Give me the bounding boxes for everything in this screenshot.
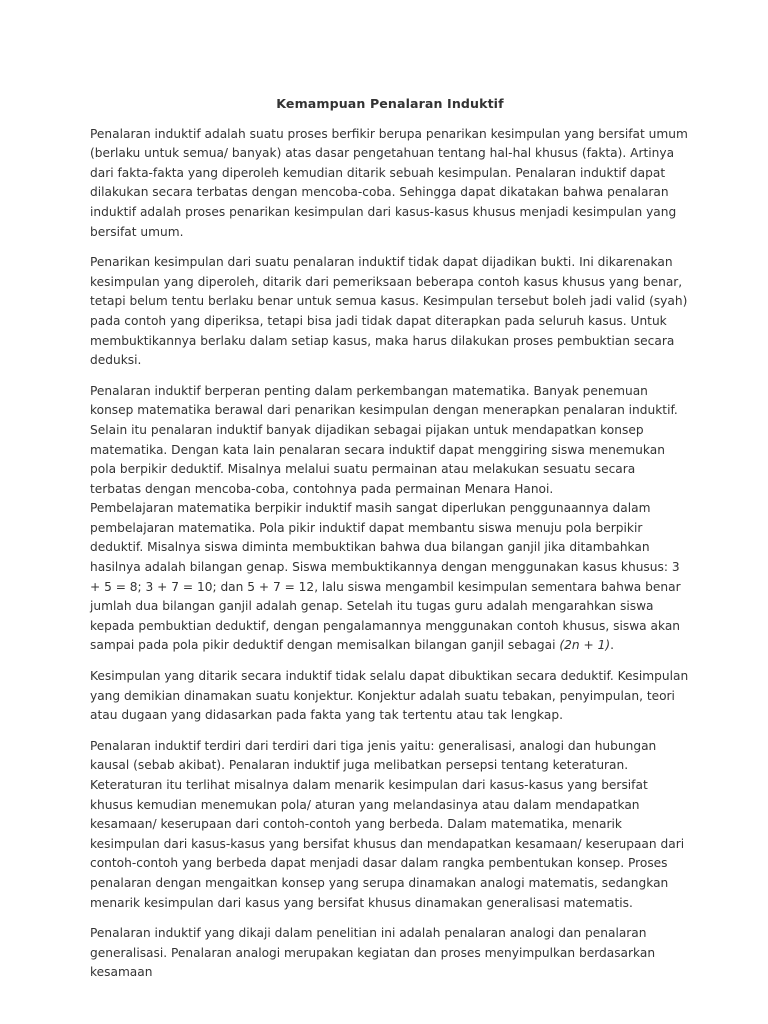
formula-suffix: . — [610, 638, 614, 653]
paragraph-4 — [90, 499, 690, 656]
paragraph-3: Penalaran induktif berperan penting dalam perkembangan matematika. Banyak penemuan konsep matematika berawal dari penarikan kesimpulan dengan menerapkan penalaran induktif. Selain itu penalaran induktif banyak dijadikan sebagai pijakan untuk mendapatkan konsep matematika. Dengan kata lain penalaran secara induktif dapat menggiring siswa menemukan pola berpikir deduktif. Misalnya melalui suatu permainan atau melakukan sesuatu secara terbatas dengan mencoba-coba, contohnya pada permainan Menara Hanoi. — [90, 383, 678, 496]
paragraph-7: Penalaran induktif yang dikaji dalam penelitian ini adalah penalaran analogi dan penalaran generalisasi. Penalaran analogi merupakan kegiatan dan proses menyimpulkan berdasarkan kesamaan — [90, 926, 656, 980]
paragraph-5: Kesimpulan yang ditarik secara induktif tidak selalu dapat dibuktikan secara deduktif. Kesimpulan yang demikian dinamakan suatu konjektur. Konjektur adalah suatu tebakan, penyimpulan, teori atau dugaan yang didasarkan pada fakta yang tak tertentu atau tak lengkap. — [90, 669, 689, 723]
document-page — [90, 94, 690, 994]
document-title: Kemampuan Penalaran Induktif — [276, 96, 504, 111]
formula-odd-number: (2n + 1) — [559, 638, 611, 653]
paragraph-4-text: Pembelajaran matematika berpikir induktif masih sangat diperlukan penggunaannya dalam pembelajaran matematika. Pola pikir induktif dapat membantu siswa menuju pola berpikir deduktif. Misalnya siswa diminta membuktikan bahwa dua bilangan ganjil jika ditambahkan hasilnya adalah bilangan genap. Siswa membuktikannya dengan menggunakan kasus khusus: 3 + 5 = 8; 3 + 7 = 10; dan 5 + 7 = 12, lalu siswa mengambil kesimpulan sementara bahwa benar jumlah dua bilangan ganjil adalah genap. Setelah itu tugas guru adalah mengarahkan siswa kepada pembuktian deduktif, dengan pengalamannya menggunakan contoh khusus, siswa akan sampai pada pola pikir deduktif dengan memisalkan bilangan ganjil sebagai — [90, 501, 681, 653]
paragraph-2: Penarikan kesimpulan dari suatu penalaran induktif tidak dapat dijadikan bukti. Ini dikarenakan kesimpulan yang diperoleh, ditarik dari pemeriksaan beberapa contoh kasus khusus yang benar, tetapi belum tentu berlaku benar untuk semua kasus. Kesimpulan tersebut boleh jadi valid (syah) pada contoh yang diperiksa, tetapi bisa jadi tidak dapat diterapkan pada seluruh kasus. Untuk membuktikannya berlaku dalam setiap kasus, maka harus dilakukan proses pembuktian secara deduksi. — [90, 255, 688, 368]
paragraph-6: Penalaran induktif terdiri dari terdiri dari tiga jenis yaitu: generalisasi, analogi dan hubungan kausal (sebab akibat). Penalaran induktif juga melibatkan persepsi tentang keteraturan. Keteraturan itu terlihat misalnya dalam menarik kesimpulan dari kasus-kasus yang bersifat khusus kemudian menemukan pola/ aturan yang melandasinya atau dalam mendapatkan kesamaan/ keserupaan dari contoh-contoh yang berbeda. Dalam matematika, menarik kesimpulan dari kasus-kasus yang bersifat khusus dan mendapatkan kesamaan/ keserupaan dari contoh-contoh yang berbeda dapat menjadi dasar dalam rangka pembentukan konsep. Proses penalaran dengan mengaitkan konsep yang serupa dinamakan analogi matematis, sedangkan menarik kesimpulan dari kasus yang bersifat khusus dinamakan generalisasi matematis. — [90, 738, 685, 910]
paragraph-1: Penalaran induktif adalah suatu proses berfikir berupa penarikan kesimpulan yang bersifat umum (berlaku untuk semua/ banyak) atas dasar pengetahuan tentang hal-hal khusus (fakta). Artinya dari fakta-fakta yang diperoleh kemudian ditarik sebuah kesimpulan. Penalaran induktif dapat dilakukan secara terbatas dengan mencoba-coba. Sehingga dapat dikatakan bahwa penalaran induktif adalah proses penarikan kesimpulan dari kasus-kasus khusus menjadi kesimpulan yang bersifat umum. — [90, 126, 688, 239]
